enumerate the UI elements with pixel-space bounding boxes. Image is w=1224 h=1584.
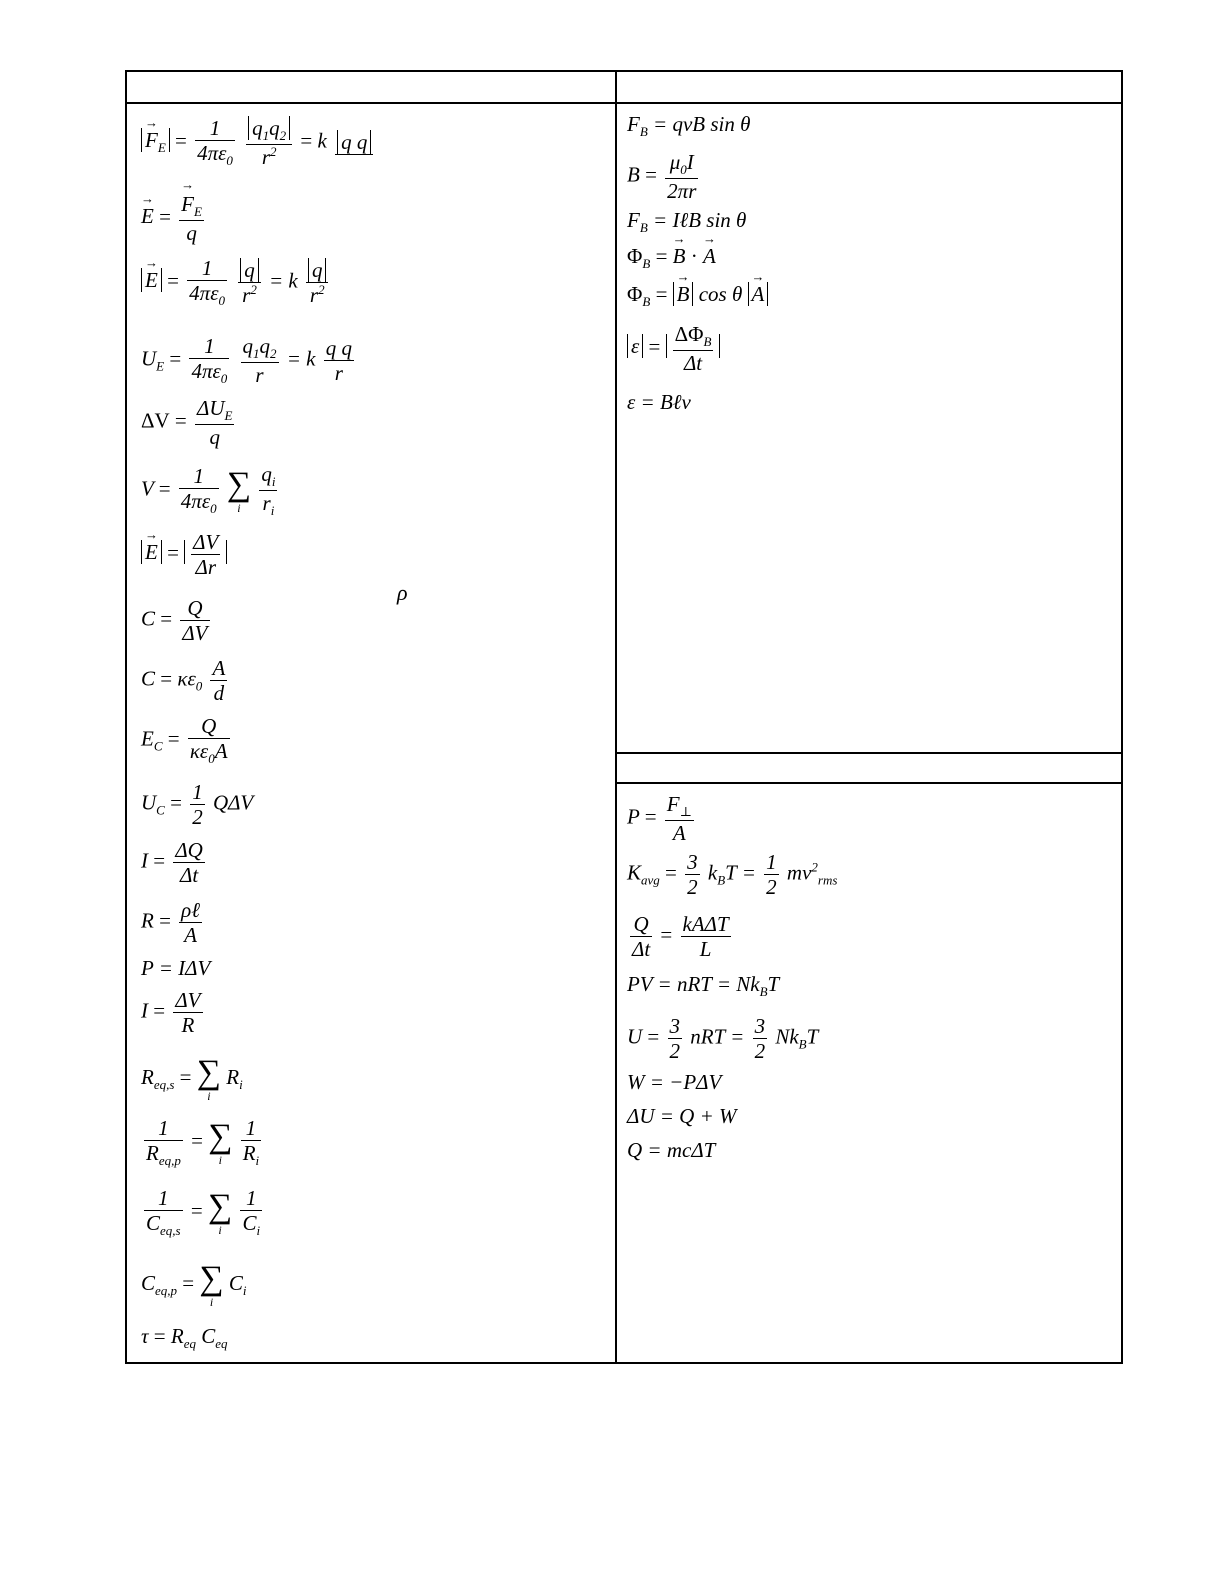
eq-ideal-gas: PV = nRT = $Nk_BT$	[627, 972, 780, 1000]
eq-cap-energy: $U_C$ = $\frac{1}{2}$ QΔV	[141, 780, 254, 830]
eq-cap-field: $E_C$ = $\frac{Q}{\kappa\varepsilon_0A}$	[141, 714, 228, 767]
stray-rho-symbol: ρ	[397, 580, 408, 605]
eq-work: W = −PΔV	[627, 1070, 722, 1094]
eq-time-constant: $\tau = R_{eq}$ $C_{eq}$	[141, 1324, 228, 1352]
eq-potential-energy: $U_E$ = $\frac{1}{4\pi\varepsilon_0}$ $\frac{q_1q_2}{r}$ = k $\frac{\text{q q}}{r}$	[141, 334, 353, 388]
thermodynamics-section	[615, 752, 1121, 1362]
sum-symbol: ∑ i	[199, 1260, 224, 1309]
eq-capacitance: C = $\frac{Q}{\Delta V}$	[141, 596, 208, 646]
eq-kinetic: $K_{avg}$ = $\frac{3}{2}$ $k_BT$ = $\frac{1}{2}$ $mv^2_{rms}$	[627, 850, 838, 900]
left-column	[127, 72, 617, 1362]
eq-pressure: P = $\frac{F_\perp}{A}$	[627, 792, 692, 846]
eq-current: I = $\frac{\Delta Q}{\Delta t}$	[141, 838, 203, 888]
eq-c-series: 1 $C_{eq,s}$ = ∑ i $\frac{1}{C_i}$	[146, 1186, 261, 1239]
right-top-header	[615, 72, 1121, 104]
eq-faraday: ε = $\Delta\Phi_B$ Δt	[627, 322, 720, 375]
magnetism-section	[615, 72, 1121, 754]
eq-conduction: $\frac{Q}{\Delta t}$ = kAΔT L	[632, 912, 729, 962]
sum-symbol: ∑ i	[208, 1117, 233, 1167]
sum-symbol: ∑ i	[226, 465, 252, 515]
equation-table	[125, 70, 1123, 1364]
right-bottom-header	[615, 752, 1121, 784]
eq-delta-v: ΔV = $\Delta U_E$ q	[141, 396, 233, 450]
eq-lorentz: $F_B$ = qvB sin θ	[627, 112, 751, 140]
eq-flux-cos: $\Phi_B$ = → B cos θ → A	[627, 284, 768, 308]
eq-ohm: I = $\frac{\Delta V}{R}$	[141, 988, 201, 1038]
eq-field-point: → E = $\frac{1}{4\pi\varepsilon_0}$ $\frac{q}{r^2}$ = k $\frac{q}{r^2}$	[141, 256, 331, 309]
eq-coulomb: → $F_E$ = $\frac{1}{4\pi\varepsilon_0}$ $\frac{q_1q_2}{r^2}$ = k q q	[141, 116, 376, 169]
eq-r-series: $R_{eq,s}$ = ∑ i $R_i$	[141, 1054, 243, 1103]
eq-parallel-plate: $C = \kappa\varepsilon_0$ $\frac{A}{d}$	[141, 656, 226, 706]
eq-internal-energy: U = $\frac{3}{2}$ nRT = $\frac{3}{2}$ $Nk_BT$	[627, 1014, 819, 1064]
eq-r-parallel: 1 $R_{eq,p}$ = ∑ i $\frac{1}{R_i}$	[146, 1116, 260, 1169]
eq-wire-force: $F_B$ = IℓB sin θ	[627, 208, 747, 236]
eq-first-law: ΔU = Q + W	[627, 1104, 737, 1128]
eq-field-gradient: → E = $\frac{\Delta V}{\Delta r}$	[141, 530, 227, 579]
eq-potential-sum: V = $\frac{1}{4\pi\varepsilon_0}$ ∑ i $\frac{q_i}{r_i}$	[141, 462, 276, 519]
eq-wire-field: B = $\frac{\mu_0I}{2\pi r}$	[627, 150, 697, 204]
eq-power: P = IΔV	[141, 956, 211, 980]
sum-symbol: ∑ i	[207, 1187, 233, 1237]
eq-heat: Q = mcΔT	[627, 1138, 716, 1162]
sum-symbol: ∑ i	[196, 1054, 222, 1103]
right-column	[615, 72, 1121, 1362]
eq-resistance: R = ρℓ A	[141, 898, 200, 948]
eq-field-def: → E = → $\frac{F_E}{q}$	[141, 192, 207, 245]
left-header	[127, 72, 615, 104]
eq-flux-dot: $\Phi_B$ = → B · → A	[627, 246, 716, 270]
eq-c-parallel: $C_{eq,p}$ = ∑ i $C_i$	[141, 1260, 247, 1309]
eq-motional: ε = Bℓv	[627, 390, 691, 414]
